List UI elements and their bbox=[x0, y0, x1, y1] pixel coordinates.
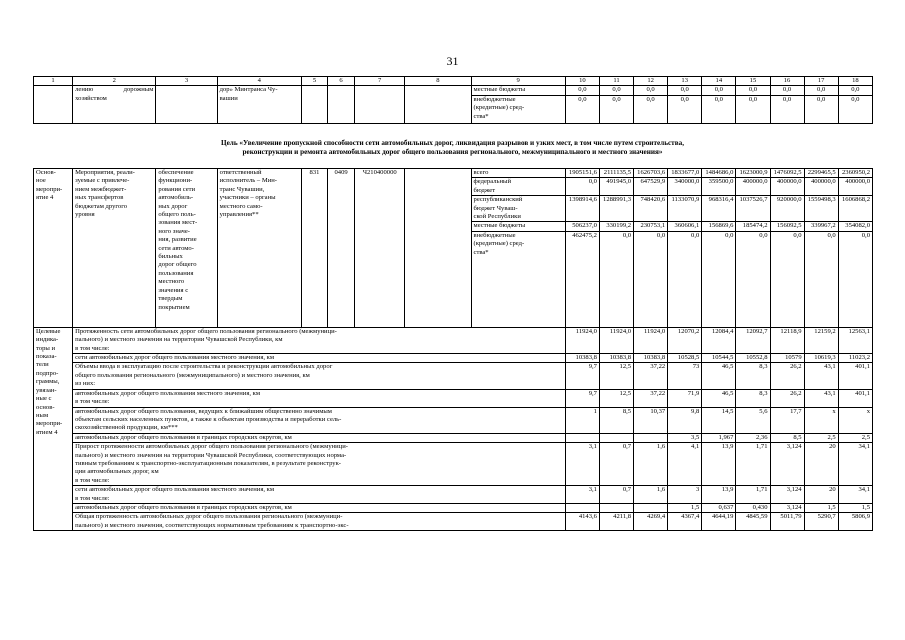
funding-value: 2360950,2 bbox=[838, 169, 872, 178]
column-number-2: 2 bbox=[73, 77, 156, 86]
column-number-15: 15 bbox=[736, 77, 770, 86]
goal-heading: Цель «Увеличение пропускной способности сети автомобильных дорог, ликвидация разрывов и узких мест, в том числе путем строительства, реконструкции и ремонта автомобильных дорог общего пользования регионального, межмуниципального и местного значения» bbox=[221, 139, 684, 157]
column-number-13: 13 bbox=[668, 77, 702, 86]
top-col2: лению дорожным хозяйством bbox=[73, 86, 156, 123]
indicator-value bbox=[599, 503, 633, 512]
indicator-value: 4845,59 bbox=[736, 513, 770, 531]
indicator-row bbox=[34, 407, 873, 433]
indicator-value: 1,5 bbox=[804, 503, 838, 512]
indicator-value: 0,7 bbox=[599, 486, 633, 504]
measure-executor: ответственный исполнитель – Мин- транс Чувашии, участники – органы местного само- управления** bbox=[217, 169, 301, 328]
indicator-value: 10544,5 bbox=[702, 354, 736, 363]
indicator-value: 1,71 bbox=[736, 443, 770, 486]
indicator-value: 401,1 bbox=[838, 389, 872, 407]
indicator-row bbox=[34, 363, 873, 389]
indicator-value: 2,36 bbox=[736, 433, 770, 442]
indicator-row bbox=[34, 486, 873, 504]
indicator-value: 10,37 bbox=[634, 407, 668, 433]
funding-value: 1398914,6 bbox=[565, 196, 599, 222]
indicator-value: 12563,1 bbox=[838, 327, 872, 353]
funding-value: 0,0 bbox=[838, 231, 872, 327]
source-extrabudget: внебюджетные (кредитные) сред- ства* bbox=[471, 95, 565, 123]
funding-value: 1626703,6 bbox=[634, 169, 668, 178]
indicator-value: 26,2 bbox=[770, 363, 804, 389]
indicator-value: 3,1 bbox=[565, 486, 599, 504]
indicator-value: 10383,8 bbox=[634, 354, 668, 363]
funding-source: всего bbox=[471, 169, 565, 178]
indicator-value: 43,1 bbox=[804, 363, 838, 389]
indicator-value bbox=[599, 433, 633, 442]
indicators-label: Целевые индика- торы и показа- тели подпро- граммы, увязан- ные с основ- ным меропри- ятием 4 bbox=[34, 327, 73, 530]
column-number-4: 4 bbox=[217, 77, 301, 86]
funding-source: внебюджетные (кредитные) сред- ства* bbox=[471, 231, 565, 327]
funding-value: 360606,1 bbox=[668, 222, 702, 231]
indicator-value: 10579 bbox=[770, 354, 804, 363]
indicator-value: 12118,9 bbox=[770, 327, 804, 353]
funding-value: 400000,0 bbox=[838, 178, 872, 196]
funding-value: 506237,0 bbox=[565, 222, 599, 231]
funding-source: республиканский бюджет Чуваш- ской Республики bbox=[471, 196, 565, 222]
funding-value: 1833677,0 bbox=[668, 169, 702, 178]
funding-value: 968316,4 bbox=[702, 196, 736, 222]
funding-value: 2111135,5 bbox=[599, 169, 633, 178]
indicator-value: 10619,3 bbox=[804, 354, 838, 363]
funding-source: местные бюджеты bbox=[471, 222, 565, 231]
indicator-value: 5806,9 bbox=[838, 513, 872, 531]
funding-value: 1559498,3 bbox=[804, 196, 838, 222]
indicator-value: 10552,8 bbox=[736, 354, 770, 363]
indicator-description: Объемы ввода в эксплуатацию после строительства и реконструкции автомобильных дорог общего пользования регионального (межмуниципального) и местного значения, км из них: bbox=[73, 363, 566, 389]
indicator-value: 1,5 bbox=[668, 503, 702, 512]
page-number: 31 bbox=[446, 54, 459, 68]
indicator-value: 3 bbox=[668, 486, 702, 504]
indicator-value: 5011,79 bbox=[770, 513, 804, 531]
funding-value: 185474,2 bbox=[736, 222, 770, 231]
column-number-8: 8 bbox=[405, 77, 471, 86]
code-vr bbox=[405, 169, 471, 328]
indicator-row bbox=[34, 513, 873, 531]
funding-value: 647529,9 bbox=[634, 178, 668, 196]
indicator-value: 71,9 bbox=[668, 389, 702, 407]
indicator-value: 8,5 bbox=[770, 433, 804, 442]
funding-value: 400000,0 bbox=[736, 178, 770, 196]
indicator-value: 5290,7 bbox=[804, 513, 838, 531]
indicator-description: Прирост протяженности автомобильных дорог общего пользования регионального (межмуници- пального) и местного значения на территории Чувашской Республики, соответствующих норма- тивным требованиям к транспортно-эксплуатационным показателям, в результате реконструк- ции автомобильных дорог, км в том числе: bbox=[73, 443, 566, 486]
funding-value: 0,0 bbox=[599, 231, 633, 327]
indicator-value: 12092,7 bbox=[736, 327, 770, 353]
funding-value: 1484686,0 bbox=[702, 169, 736, 178]
indicator-value: 26,2 bbox=[770, 389, 804, 407]
funding-value: 920000,0 bbox=[770, 196, 804, 222]
source-local: местные бюджеты bbox=[471, 86, 565, 95]
indicator-value: 10383,8 bbox=[599, 354, 633, 363]
indicator-value: 1,967 bbox=[702, 433, 736, 442]
indicator-value: 3,5 bbox=[668, 433, 702, 442]
top-col1 bbox=[34, 86, 73, 123]
funding-source: федеральный бюджет bbox=[471, 178, 565, 196]
indicator-value: 34,1 bbox=[838, 486, 872, 504]
indicator-description: Протяженность сети автомобильных дорог общего пользования регионального (межмуници- пального) и местного значения на территории Чувашской Республики, км в том числе: bbox=[73, 327, 566, 353]
indicator-value: 12084,4 bbox=[702, 327, 736, 353]
measure-label: Основ- ное меропри- ятие 4 bbox=[34, 169, 73, 328]
column-number-9: 9 bbox=[471, 77, 565, 86]
funding-value: 0,0 bbox=[804, 231, 838, 327]
indicator-row bbox=[34, 354, 873, 363]
indicator-value: 20 bbox=[804, 443, 838, 486]
indicator-value: 4269,4 bbox=[634, 513, 668, 531]
indicator-value: 1,6 bbox=[634, 486, 668, 504]
indicator-value: 3,124 bbox=[770, 443, 804, 486]
indicator-value: 37,22 bbox=[634, 389, 668, 407]
funding-value: 0,0 bbox=[702, 231, 736, 327]
indicator-value bbox=[634, 503, 668, 512]
indicator-row bbox=[34, 433, 873, 442]
indicator-value: 2,5 bbox=[804, 433, 838, 442]
indicator-row bbox=[34, 503, 873, 512]
indicator-value: 9,8 bbox=[668, 407, 702, 433]
funding-value: 340000,0 bbox=[668, 178, 702, 196]
code-gr: 831 bbox=[301, 169, 327, 328]
indicator-description: автомобильных дорог общего пользования в границах городских округов, км bbox=[73, 433, 566, 442]
column-number-12: 12 bbox=[634, 77, 668, 86]
funding-value: 0,0 bbox=[668, 231, 702, 327]
funding-value: 330199,2 bbox=[599, 222, 633, 231]
indicator-description: сети автомобильных дорог общего пользования местного значения, км bbox=[73, 354, 566, 363]
indicator-value: 9,7 bbox=[565, 389, 599, 407]
indicator-value bbox=[565, 503, 599, 512]
column-number-18: 18 bbox=[838, 77, 872, 86]
column-number-14: 14 bbox=[702, 77, 736, 86]
indicator-value bbox=[634, 433, 668, 442]
indicator-value: 46,5 bbox=[702, 389, 736, 407]
indicator-value: 401,1 bbox=[838, 363, 872, 389]
indicator-value: 3,124 bbox=[770, 486, 804, 504]
indicator-value: 13,9 bbox=[702, 486, 736, 504]
indicator-value: 73 bbox=[668, 363, 702, 389]
top-col3 bbox=[156, 86, 217, 123]
measure-purpose: обеспечение функциони- рования сети автомобиль- ных дорог общего поль- зования мест- ного значе- ния, развитие сети автомо- бильных дорог общего пользования местного значения с твердым покрытием bbox=[156, 169, 217, 328]
indicator-description: сети автомобильных дорог общего пользования местного значения, км в том числе: bbox=[73, 486, 566, 504]
indicator-value: 12,5 bbox=[599, 363, 633, 389]
indicator-value: 2,5 bbox=[838, 433, 872, 442]
funding-value: 230753,1 bbox=[634, 222, 668, 231]
measure-description: Мероприятия, реали- зуемые с привлече- нием межбюджет- ных трансфертов бюджетам другого уровня bbox=[73, 169, 156, 328]
funding-value: 0,0 bbox=[770, 231, 804, 327]
funding-value: 748420,6 bbox=[634, 196, 668, 222]
indicator-value: x bbox=[804, 407, 838, 433]
funding-value: 491945,0 bbox=[599, 178, 633, 196]
indicator-value bbox=[565, 433, 599, 442]
indicator-value: 4367,4 bbox=[668, 513, 702, 531]
column-number-17: 17 bbox=[804, 77, 838, 86]
indicator-value: 17,7 bbox=[770, 407, 804, 433]
code-rz: 0409 bbox=[328, 169, 355, 328]
column-number-6: 6 bbox=[328, 77, 355, 86]
column-number-5: 5 bbox=[301, 77, 327, 86]
funding-row bbox=[34, 169, 873, 178]
funding-value: 1288991,3 bbox=[599, 196, 633, 222]
indicator-value: 8,3 bbox=[736, 389, 770, 407]
indicator-value: 9,7 bbox=[565, 363, 599, 389]
indicator-value: 46,5 bbox=[702, 363, 736, 389]
indicator-value: 8,3 bbox=[736, 363, 770, 389]
top-table: 1 2 3 4 5 6 7 8 9 10 11 12 13 14 15 16 17 18 лению дорожным хозяйством дор» Минтранса Чу- вашии местные бюджеты 0,0 0,0 0,0 0,0 0,0 0,0 0,0 0,0 0,0 внебюджетные (кредитные) сред- ства* 0,0 0,0 0,0 0,0 0,0 0,0 0,0 0,0 0,0 bbox=[33, 76, 873, 124]
indicator-value: 1,71 bbox=[736, 486, 770, 504]
funding-value: 156869,6 bbox=[702, 222, 736, 231]
indicator-value: 0,7 bbox=[599, 443, 633, 486]
indicator-description: автомобильных дорог общего пользования в границах городских округов, км bbox=[73, 503, 566, 512]
indicator-value: 20 bbox=[804, 486, 838, 504]
column-number-3: 3 bbox=[156, 77, 217, 86]
indicator-value: 37,22 bbox=[634, 363, 668, 389]
indicator-value: 12,5 bbox=[599, 389, 633, 407]
indicator-value: x bbox=[838, 407, 872, 433]
indicator-value: 4,1 bbox=[668, 443, 702, 486]
column-number-1: 1 bbox=[34, 77, 73, 86]
funding-value: 0,0 bbox=[634, 231, 668, 327]
funding-value: 1606868,2 bbox=[838, 196, 872, 222]
funding-value: 1037526,7 bbox=[736, 196, 770, 222]
indicator-value: 0,637 bbox=[702, 503, 736, 512]
indicator-value: 1 bbox=[565, 407, 599, 433]
indicator-value: 0,430 bbox=[736, 503, 770, 512]
code-csr: Ч210400000 bbox=[355, 169, 405, 328]
column-number-7: 7 bbox=[355, 77, 405, 86]
main-table bbox=[33, 168, 873, 531]
funding-value: 339967,2 bbox=[804, 222, 838, 231]
indicator-value: 11023,2 bbox=[838, 354, 872, 363]
funding-value: 400000,0 bbox=[804, 178, 838, 196]
funding-value: 462475,2 bbox=[565, 231, 599, 327]
column-number-11: 11 bbox=[599, 77, 633, 86]
indicator-value: 43,1 bbox=[804, 389, 838, 407]
funding-value: 359500,0 bbox=[702, 178, 736, 196]
indicator-value: 3,1 bbox=[565, 443, 599, 486]
indicator-value: 8,5 bbox=[599, 407, 633, 433]
funding-value: 1905151,6 bbox=[565, 169, 599, 178]
funding-value: 1623000,9 bbox=[736, 169, 770, 178]
indicator-row bbox=[34, 389, 873, 407]
indicator-value: 14,5 bbox=[702, 407, 736, 433]
indicator-value: 13,9 bbox=[702, 443, 736, 486]
indicator-value: 10528,5 bbox=[668, 354, 702, 363]
indicator-value: 11924,0 bbox=[634, 327, 668, 353]
top-col4: дор» Минтранса Чу- вашии bbox=[217, 86, 301, 123]
indicator-value: 3,124 bbox=[770, 503, 804, 512]
indicator-value: 11924,0 bbox=[565, 327, 599, 353]
funding-value: 400000,0 bbox=[770, 178, 804, 196]
indicator-value: 10383,8 bbox=[565, 354, 599, 363]
funding-value: 354082,0 bbox=[838, 222, 872, 231]
funding-value: 0,0 bbox=[736, 231, 770, 327]
indicator-value: 5,6 bbox=[736, 407, 770, 433]
indicator-value: 12159,2 bbox=[804, 327, 838, 353]
funding-value: 0,0 bbox=[565, 178, 599, 196]
indicator-value: 4211,8 bbox=[599, 513, 633, 531]
funding-value: 156092,5 bbox=[770, 222, 804, 231]
indicator-value: 11924,0 bbox=[599, 327, 633, 353]
funding-value: 1476092,5 bbox=[770, 169, 804, 178]
indicator-value: 4143,6 bbox=[565, 513, 599, 531]
indicator-value: 34,1 bbox=[838, 443, 872, 486]
funding-value: 2299465,5 bbox=[804, 169, 838, 178]
indicator-value: 1,5 bbox=[838, 503, 872, 512]
indicator-value: 1,6 bbox=[634, 443, 668, 486]
indicator-row bbox=[34, 327, 873, 353]
column-number-16: 16 bbox=[770, 77, 804, 86]
indicator-description: автомобильных дорог общего пользования местного значения, км в том числе: bbox=[73, 389, 566, 407]
indicator-row bbox=[34, 443, 873, 486]
indicator-description: Общая протяженность автомобильных дорог общего пользования регионального (межмуници- пального) и местного значения, соответствующих нормативным требованиям к транспортно-экс- bbox=[73, 513, 566, 531]
indicator-value: 4644,19 bbox=[702, 513, 736, 531]
funding-value: 1133070,9 bbox=[668, 196, 702, 222]
indicator-value: 12070,2 bbox=[668, 327, 702, 353]
column-number-row bbox=[34, 77, 873, 86]
column-number-10: 10 bbox=[565, 77, 599, 86]
indicator-description: автомобильных дорог общего пользования, ведущих к ближайшим общественно значимым объектам сельских населенных пунктов, а также к объектам производства и переработки сель- скохозяйственной продукции, км*** bbox=[73, 407, 566, 433]
